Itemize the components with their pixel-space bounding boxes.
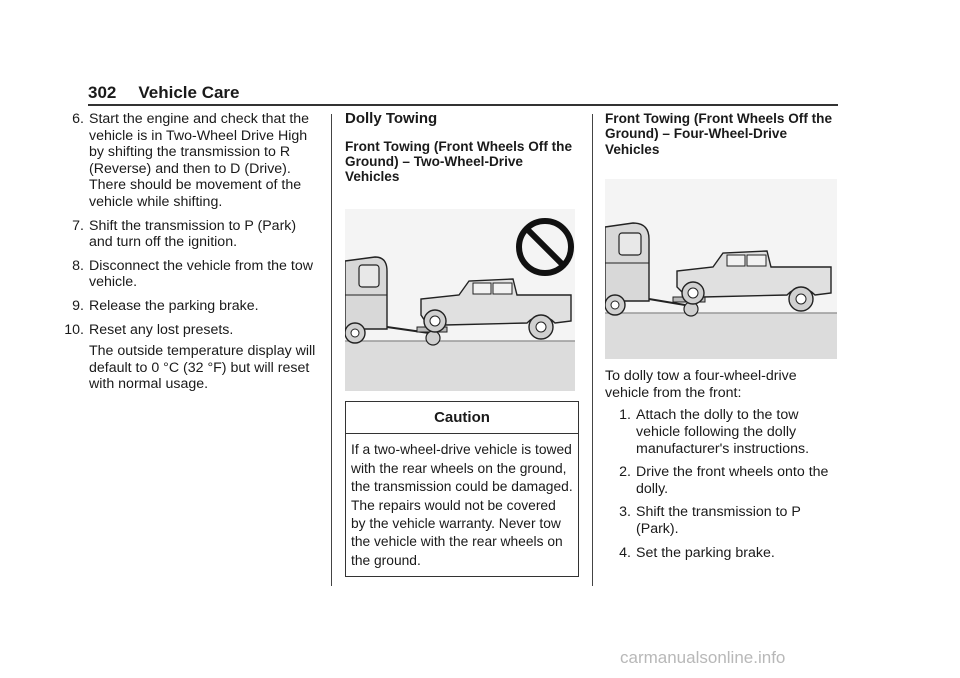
step-text: Attach the dolly to the tow vehicle following the dolly manufacturer's instructions. <box>636 407 810 457</box>
towing-illustration-2wd <box>345 209 579 391</box>
caution-text: If a two-wheel-drive vehicle is towed with the rear wheels on the ground, the transmission could be damaged. The repairs would not be covered by the vehicle warranty. Never tow the vehicle with the rear wheels on the ground. <box>351 442 573 568</box>
column-divider-left <box>331 114 332 586</box>
caution-title: Caution <box>346 402 578 435</box>
column-divider-right <box>592 114 593 586</box>
step-text: Shift the transmission to P (Park). <box>636 504 801 537</box>
step-number: 2. <box>619 464 631 481</box>
page-number: 302 <box>88 83 117 102</box>
step-text: Drive the front wheels onto the dolly. <box>636 464 829 497</box>
middle-column <box>345 111 579 577</box>
step-number: 1. <box>619 407 631 424</box>
subsection-heading: Front Towing (Front Wheels Off the Ground) – Two-Wheel-Drive Vehicles <box>345 138 573 185</box>
watermark: carmanualsonline.info <box>620 648 786 667</box>
list-item <box>58 218 322 251</box>
step-text: Start the engine and check that the vehicle is in Two-Wheel Drive High by shifting the transmission to R (Reverse) and then to D (Drive). There should be movement of the vehicle while shifting. <box>89 111 310 210</box>
list-item <box>605 545 837 562</box>
section-heading: Dolly Towing <box>345 110 438 127</box>
subsection-heading: Front Towing (Front Wheels Off the Ground) – Four-Wheel-Drive Vehicles <box>605 111 833 157</box>
header-rule <box>88 104 838 106</box>
right-column <box>605 111 837 568</box>
step-text: Reset any lost presets. <box>89 321 234 338</box>
section-title: Vehicle Care <box>138 83 240 102</box>
step-number: 3. <box>619 504 631 521</box>
step-text: Set the parking brake. <box>636 544 775 561</box>
step-number: 4. <box>619 544 631 561</box>
list-item <box>58 111 322 211</box>
page-header <box>88 83 240 103</box>
step-number: 10. <box>64 321 84 338</box>
caution-box <box>345 401 579 577</box>
list-item <box>58 298 322 315</box>
towing-illustration-4wd <box>605 179 837 359</box>
left-column <box>58 111 322 393</box>
list-item <box>58 258 322 291</box>
step-number: 9. <box>72 297 84 314</box>
step-number: 6. <box>72 111 84 127</box>
step-number: 8. <box>72 257 84 274</box>
temperature-note: The outside temperature display will default to 0 °C (32 °F) but will reset with normal usage. <box>89 343 316 393</box>
dolly-tow-intro: To dolly tow a four-wheel-drive vehicle from the front: <box>605 368 797 401</box>
step-text: Release the parking brake. <box>89 297 259 314</box>
step-number: 7. <box>72 217 84 234</box>
step-text: Disconnect the vehicle from the tow vehicle. <box>89 257 313 291</box>
list-item <box>605 504 837 537</box>
list-item <box>605 407 837 457</box>
list-item <box>605 464 837 497</box>
step-text: Shift the transmission to P (Park) and turn off the ignition. <box>89 217 297 251</box>
list-item <box>58 322 322 339</box>
